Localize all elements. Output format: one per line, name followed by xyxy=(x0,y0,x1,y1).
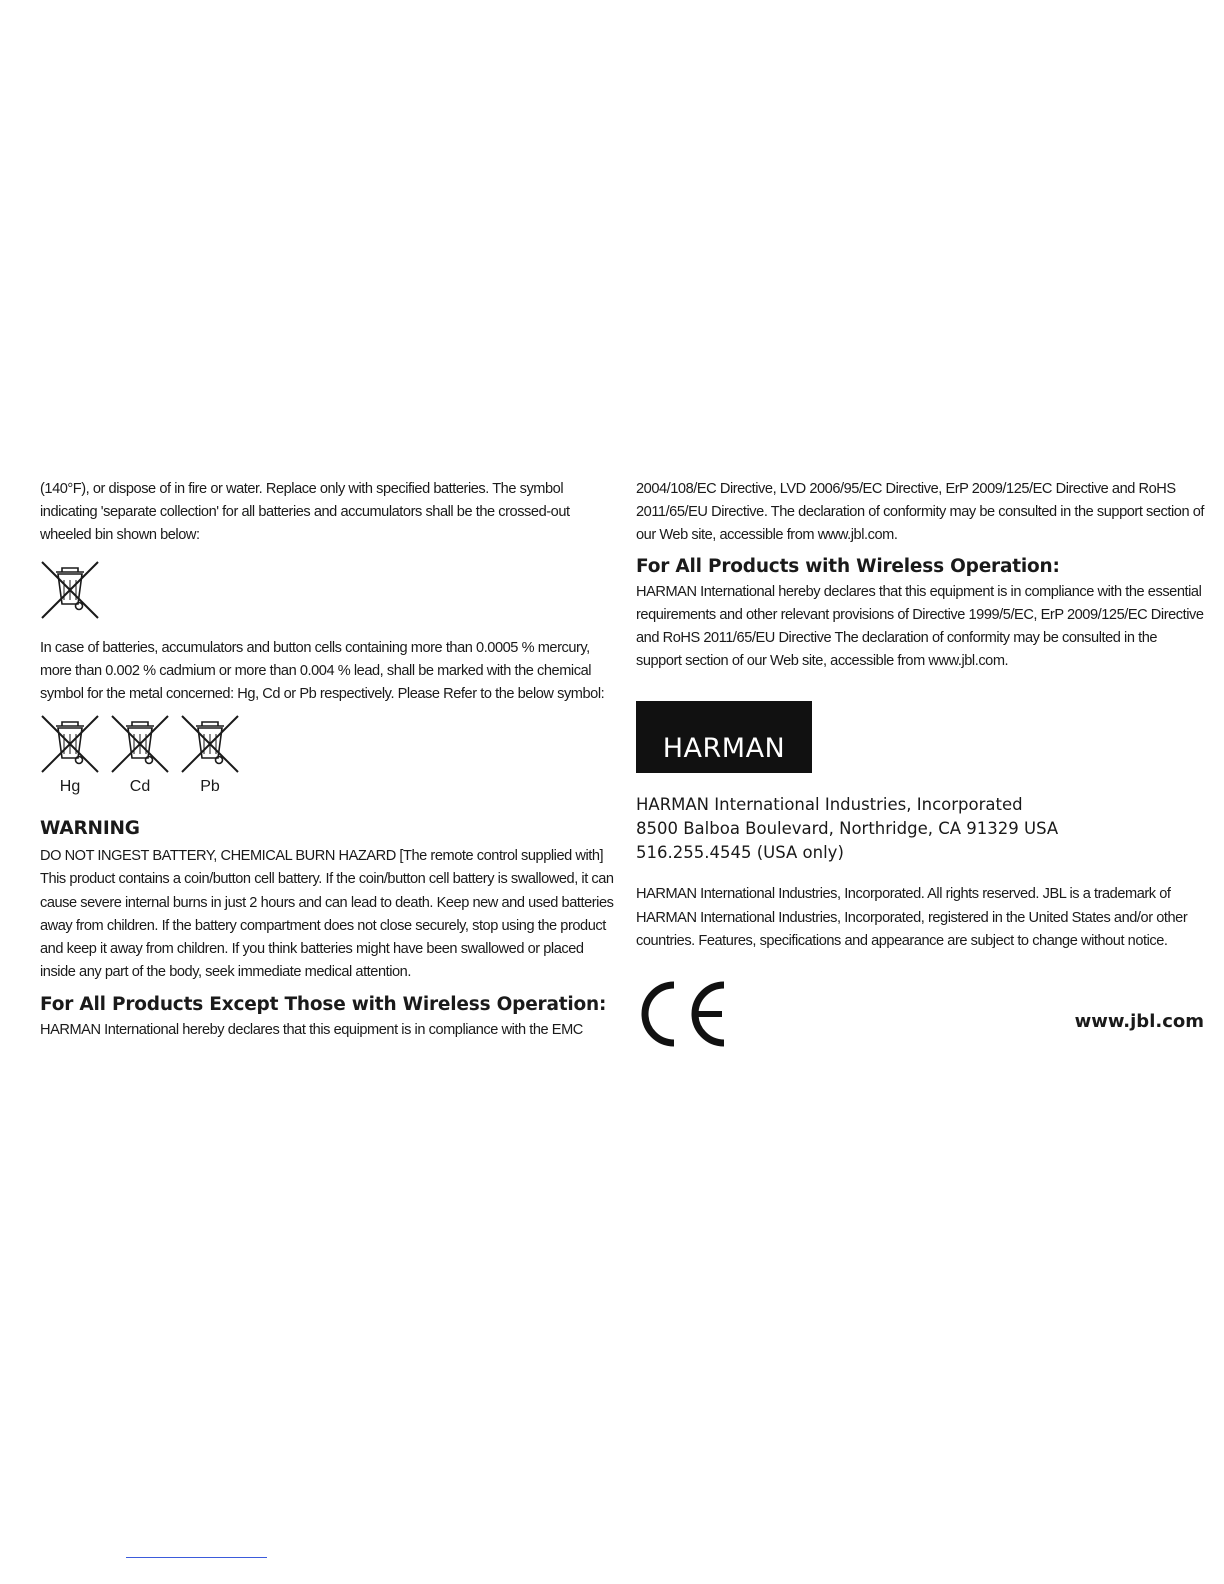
company-name: HARMAN International Industries, Incorporated xyxy=(636,795,1023,815)
non-wireless-heading: For All Products Except Those with Wireless Operation: xyxy=(40,994,607,1016)
warning-heading: WARNING xyxy=(40,818,140,840)
crossed-out-bin-icon xyxy=(110,714,170,776)
company-address: 8500 Balboa Boulevard, Northridge, CA 91329 USA xyxy=(636,819,1059,839)
metal-label-cd: Cd xyxy=(129,778,151,796)
ce-mark-icon xyxy=(636,979,728,1049)
metal-bin-symbols xyxy=(40,714,615,796)
footer-row xyxy=(636,979,1204,1049)
company-phone: 516.255.4545 (USA only) xyxy=(636,843,844,863)
wireless-text: HARMAN International hereby declares that this equipment is in compliance with the essential requirements and other relevant provisions of Directive 1999/5/EC, ErP 2009/125/EC Directive and RoHS 2011/65/EU Directive The declaration of conformity may be consulted in the support section of our Web site, accessible from www.jbl.com. xyxy=(636,583,1204,670)
rights-text: HARMAN International Industries, Incorporated. All rights reserved. JBL is a trademark of HARMAN International Industries, Incorporated, registered in the United States and/or other countries. Features, specifications and appearance are subject to change without notice. xyxy=(636,886,1188,949)
crossed-out-bin-icon xyxy=(40,560,100,622)
metal-label-pb: Pb xyxy=(200,778,220,796)
non-wireless-text: HARMAN International hereby declares that this equipment is in compliance with the EMC xyxy=(40,1022,583,1039)
directive-continued-text: 2004/108/EC Directive, LVD 2006/95/EC Directive, ErP 2009/125/EC Directive and RoHS 2011/65/EU Directive. The declaration of conformity may be consulted in the support section of our Web site, accessible from www.jbl.com. xyxy=(636,481,1204,544)
chemical-symbol-text: In case of batteries, accumulators and button cells containing more than 0.0005 % mercury, more than 0.002 % cadmium or more than 0.004 % lead, shall be marked with the chemical symbol for the metal concerned: Hg, Cd or Pb respectively. Please Refer to the below symbol: xyxy=(40,639,605,703)
bottom-divider xyxy=(126,1557,267,1558)
harman-logo-text: HARMAN xyxy=(662,733,786,765)
crossed-out-bin-icon xyxy=(40,714,100,776)
warning-text: DO NOT INGEST BATTERY, CHEMICAL BURN HAZARD [The remote control supplied with] This product contains a coin/button cell battery. If the coin/button cell battery is swallowed, it can cause severe internal burns in just 2 hours and can lead to death. Keep new and used batteries away from children. If the battery compartment does not close securely, stop using the product and keep it away from children. If you think batteries might have been swallowed or placed inside any part of the body, seek immediate medical attention. xyxy=(40,848,614,981)
website-link[interactable]: www.jbl.com xyxy=(1074,1011,1204,1033)
crossed-out-bin-icon xyxy=(180,714,240,776)
wireless-heading: For All Products with Wireless Operation: xyxy=(636,555,1060,577)
metal-label-hg: Hg xyxy=(59,778,81,796)
company-address-block xyxy=(636,793,1204,865)
right-column xyxy=(636,478,1204,1049)
battery-disposal-text: (140°F), or dispose of in fire or water. Replace only with specified batteries. The symbol indicating 'separate collection' for all batteries and accumulators shall be the crossed-out wheeled bin shown below: xyxy=(40,481,570,544)
wheeled-bin-symbol xyxy=(40,560,615,627)
left-column xyxy=(40,478,615,1043)
harman-logo xyxy=(636,701,812,773)
